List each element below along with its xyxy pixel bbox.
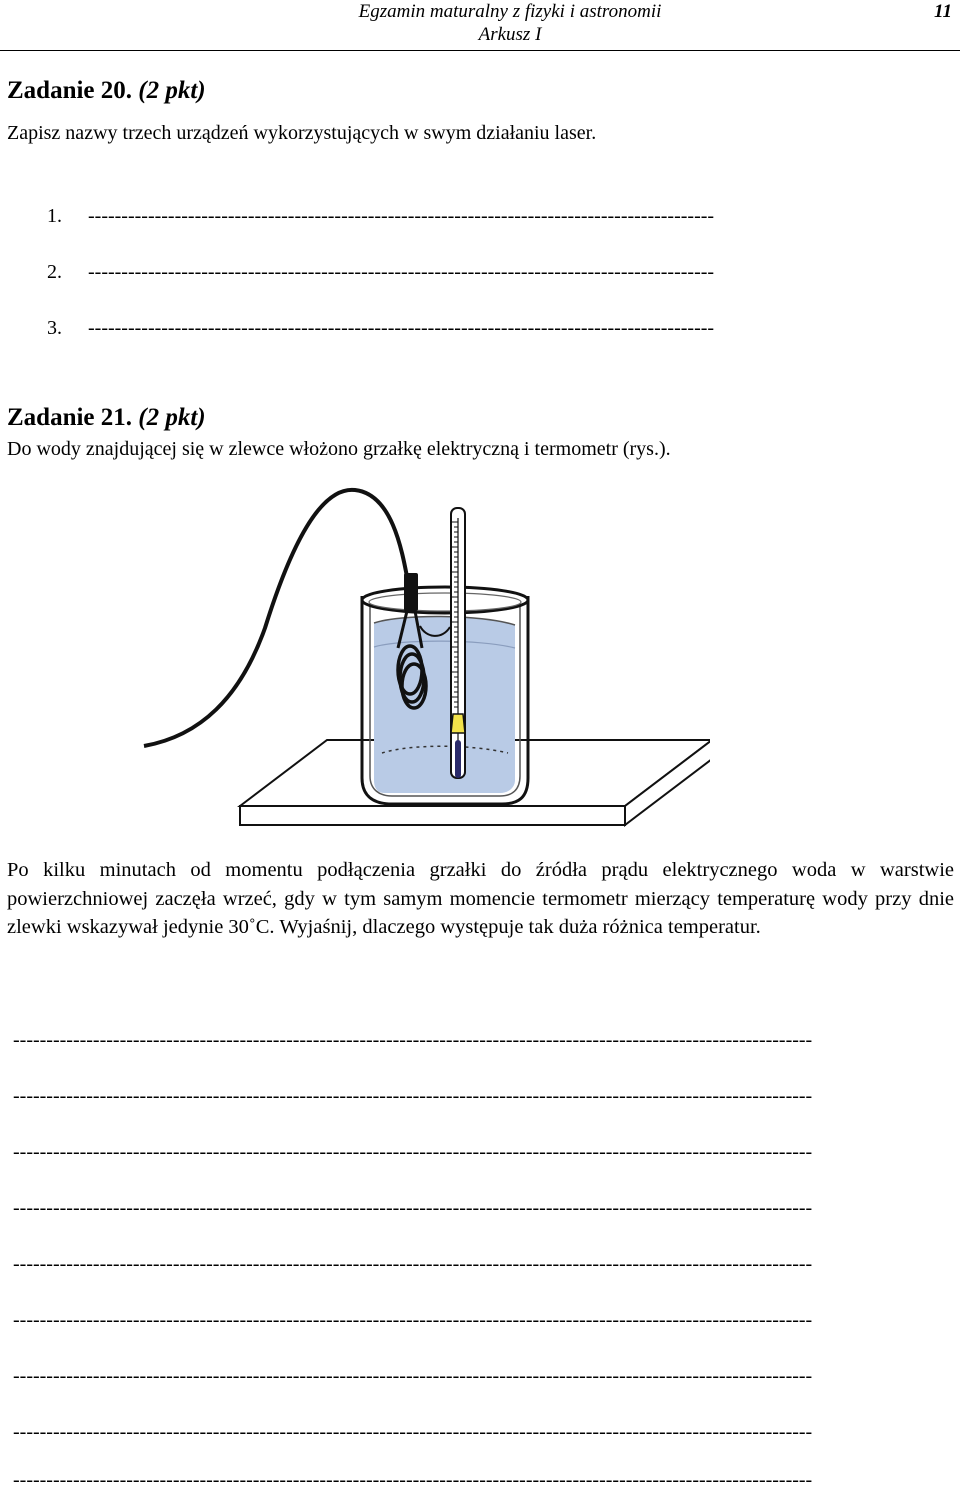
answer-line[interactable]: ------------------------------------------------------------------------------------------------------------------------ (13, 1366, 813, 1386)
header-title-line2: Arkusz I (478, 24, 542, 45)
answer-dashes: ---------------------------------------------------------------------------------------------- (88, 317, 715, 339)
answer-number: 3. (47, 317, 62, 339)
answer-line[interactable]: ------------------------------------------------------------------------------------------------------------------------ (13, 1030, 813, 1050)
page-header (0, 0, 960, 51)
answer-line[interactable]: ------------------------------------------------------------------------------------------------------------------------ (13, 1198, 813, 1218)
answer-dashes: ---------------------------------------------------------------------------------------------- (88, 261, 715, 283)
experiment-figure (130, 478, 710, 843)
answer-line[interactable]: ------------------------------------------------------------------------------------------------------------------------ (13, 1254, 813, 1274)
task20-answer-3[interactable] (47, 316, 715, 340)
answer-line[interactable]: ------------------------------------------------------------------------------------------------------------------------ (13, 1470, 813, 1490)
beaker-icon (362, 587, 528, 804)
thermometer-icon (451, 508, 465, 778)
task21-points: (2 pkt) (138, 404, 206, 431)
answer-number: 1. (47, 205, 62, 227)
answer-line[interactable]: ------------------------------------------------------------------------------------------------------------------------ (13, 1310, 813, 1330)
answer-number: 2. (47, 261, 62, 283)
header-title (230, 0, 790, 46)
answer-line[interactable]: ------------------------------------------------------------------------------------------------------------------------ (13, 1142, 813, 1162)
task21-intro: Do wody znajdującej się w zlewce włożono grzałkę elektryczną i termometr (rys.). (7, 438, 671, 460)
task21-heading (7, 403, 206, 433)
answer-line[interactable]: ------------------------------------------------------------------------------------------------------------------------ (13, 1086, 813, 1106)
header-title-line1: Egzamin maturalny z fizyki i astronomii (358, 1, 662, 22)
task20-title: Zadanie 20. (7, 77, 133, 104)
answer-dashes: ---------------------------------------------------------------------------------------------- (88, 205, 715, 227)
answer-line[interactable]: ------------------------------------------------------------------------------------------------------------------------ (13, 1422, 813, 1442)
task20-heading (7, 76, 206, 106)
task20-answer-2[interactable] (47, 260, 715, 284)
task20-points: (2 pkt) (138, 77, 206, 104)
figure-svg (130, 478, 710, 838)
heater-cable (144, 490, 408, 746)
task20-instruction: Zapisz nazwy trzech urządzeń wykorzystujących w swym działaniu laser. (7, 122, 597, 144)
task20-answer-1[interactable] (47, 204, 715, 228)
task21-title: Zadanie 21. (7, 404, 133, 431)
task21-paragraph: Po kilku minutach od momentu podłączenia grzałki do źródła prądu elektrycznego woda w warstwie powierzchniowej zaczęła wrzeć, gdy w tym samym momencie termometr mierzący temperaturę wody przy dnie zlewki wskazywał jedynie 30˚C. Wyjaśnij, dlaczego występuje tak duża różnica temperatur. (7, 859, 954, 938)
page-number: 11 (934, 1, 952, 22)
